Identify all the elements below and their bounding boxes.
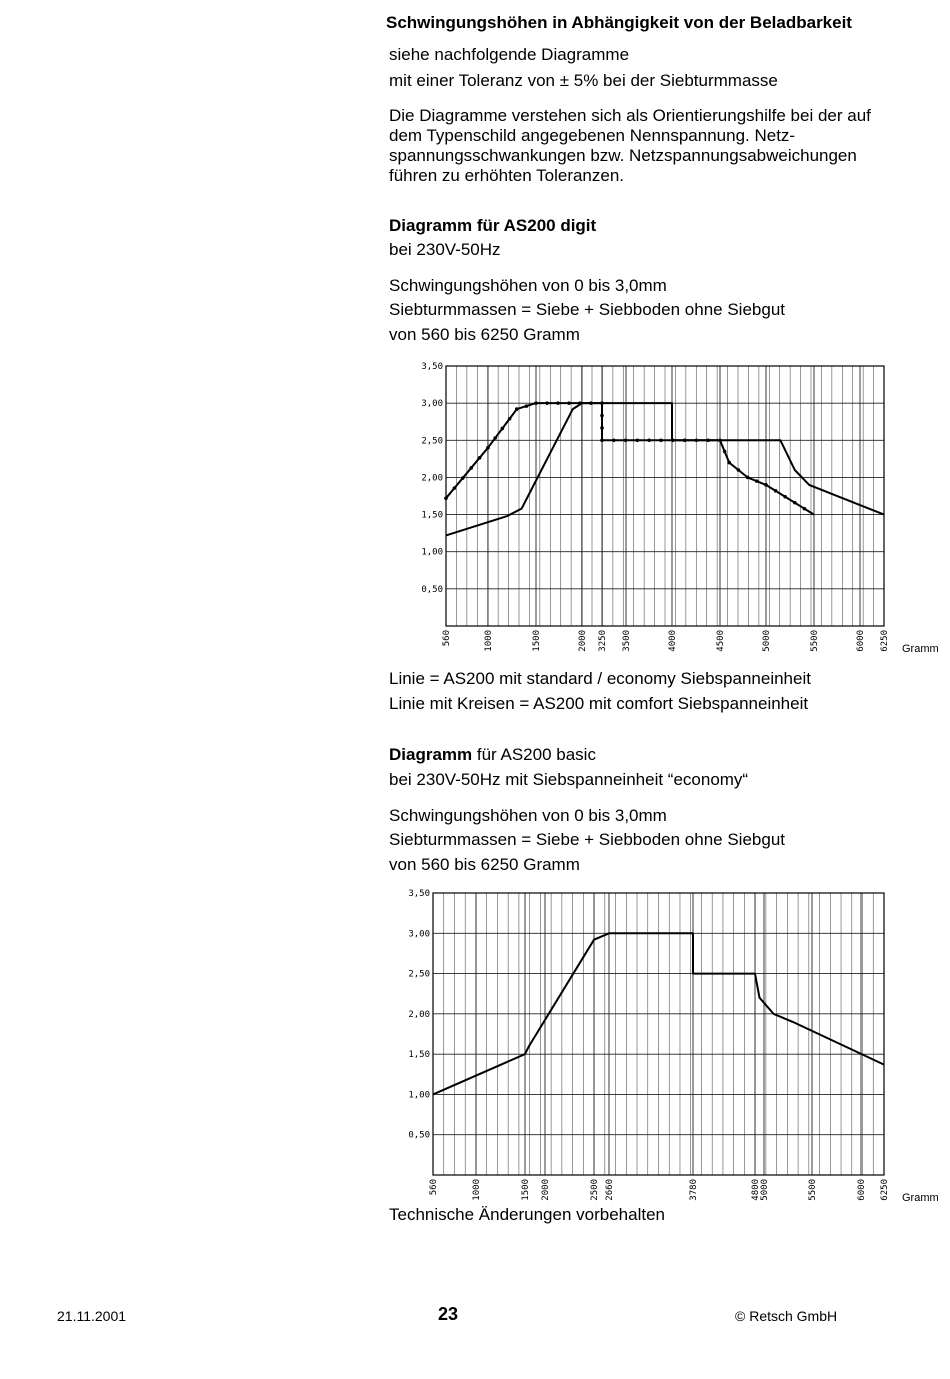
intro-paragraph: Die Diagramme verstehen sich als Orientierungshilfe bei der auf dem Typenschild angegebenen Nennspannung. Netz-spannungsschwankungen bzw. Netzspannungsabweichungen führen zu erhöhten Toleranzen. — [389, 106, 871, 185]
section1-sub: bei 230V-50Hz — [389, 240, 501, 259]
series-marker — [636, 438, 640, 442]
section2-heading-rest: für AS200 basic — [472, 745, 596, 764]
series-marker — [567, 401, 571, 405]
series-marker — [793, 501, 797, 505]
section2-heading — [389, 745, 596, 765]
series-marker — [578, 401, 582, 405]
x-tick-label: 560 — [429, 1179, 439, 1196]
series-marker — [461, 476, 465, 480]
y-tick-label: 3,00 — [408, 929, 430, 940]
series-marker — [695, 438, 699, 442]
footer-date: 21.11.2001 — [57, 1308, 127, 1324]
x-tick-label: 5500 — [808, 1179, 818, 1201]
x-tick-label: 2000 — [578, 630, 588, 652]
section2-sub: bei 230V-50Hz mit Siebspanneinheit “economy“ — [389, 770, 749, 789]
y-tick-label: 2,50 — [421, 436, 443, 447]
series-marker — [612, 438, 616, 442]
series-marker — [718, 438, 722, 442]
series-marker — [746, 476, 750, 480]
series-marker — [659, 438, 663, 442]
x-tick-label: 2660 — [605, 1179, 615, 1201]
x-tick-label: 6000 — [857, 1179, 867, 1201]
series-marker — [764, 483, 768, 487]
series-marker — [755, 479, 759, 483]
series-marker — [671, 438, 675, 442]
x-tick-label: 3780 — [689, 1179, 699, 1201]
series-marker — [727, 461, 731, 465]
x-tick-label: 4000 — [668, 630, 678, 652]
x-tick-label: 6000 — [856, 630, 866, 652]
x-tick-label: 5000 — [760, 1179, 770, 1201]
section1-line-1: Schwingungshöhen von 0 bis 3,0mm — [389, 276, 667, 295]
page-number: 23 — [438, 1304, 459, 1324]
intro-line-1: siehe nachfolgende Diagramme — [389, 45, 630, 64]
y-tick-label: 1,50 — [421, 510, 443, 521]
section2-line-3: von 560 bis 6250 Gramm — [389, 855, 580, 874]
series-marker — [556, 401, 560, 405]
x-tick-label: 4800 — [751, 1179, 761, 1201]
x-tick-label: 2500 — [590, 1179, 600, 1201]
x-tick-label: 4500 — [716, 630, 726, 652]
section2-heading-bold: Diagramm — [389, 745, 473, 764]
x-tick-label: 5500 — [810, 630, 820, 652]
x-tick-label: 1500 — [532, 630, 542, 652]
series-marker — [478, 456, 482, 460]
y-tick-label: 2,00 — [408, 1009, 430, 1020]
section2-line-1: Schwingungshöhen von 0 bis 3,0mm — [389, 806, 667, 825]
series-marker — [803, 507, 807, 511]
footer-copyright: © Retsch GmbH — [735, 1308, 838, 1324]
x-tick-label: 3500 — [622, 630, 632, 652]
y-tick-label: 0,50 — [421, 584, 443, 595]
section1-line-3: von 560 bis 6250 Gramm — [389, 325, 580, 344]
series-marker — [600, 438, 604, 442]
y-tick-label: 1,00 — [408, 1090, 430, 1101]
series-marker — [501, 427, 505, 431]
x-unit-label: Gramm — [902, 643, 939, 655]
series-marker — [706, 438, 710, 442]
chart-as200-basic — [400, 885, 950, 1204]
series-marker — [737, 468, 741, 472]
y-tick-label: 1,00 — [421, 547, 443, 558]
y-tick-label: 3,50 — [408, 889, 430, 899]
series-marker — [774, 489, 778, 493]
series-marker — [545, 401, 549, 405]
series-marker — [525, 404, 529, 408]
x-tick-label: 2000 — [541, 1179, 551, 1201]
series-marker — [493, 436, 497, 440]
legend-line-1: Linie = AS200 mit standard / economy Siebspanneinheit — [389, 669, 811, 688]
y-tick-label: 2,00 — [421, 473, 443, 484]
intro-line-2: mit einer Toleranz von ± 5% bei der Siebturmmasse — [389, 71, 778, 90]
series-marker — [683, 438, 687, 442]
series-marker — [508, 417, 512, 421]
x-tick-label: 1500 — [521, 1179, 531, 1201]
legend-line-2: Linie mit Kreisen = AS200 mit comfort Siebspanneinheit — [389, 694, 809, 713]
chart-as200-digit — [410, 358, 950, 660]
x-tick-label: 1000 — [472, 1179, 482, 1201]
y-tick-label: 1,50 — [408, 1050, 430, 1061]
x-tick-label: 5000 — [762, 630, 772, 652]
series-marker — [469, 466, 473, 470]
series-marker — [600, 414, 604, 418]
page-title: Schwingungshöhen in Abhängigkeit von der Beladbarkeit — [386, 13, 852, 32]
series-marker — [600, 426, 604, 430]
x-tick-label: 1000 — [484, 630, 494, 652]
x-tick-label: 560 — [442, 630, 452, 647]
series-marker — [486, 446, 490, 450]
series-marker — [600, 401, 604, 405]
x-tick-label: 6250 — [880, 1179, 890, 1201]
x-tick-label: 6250 — [880, 630, 890, 652]
series-marker — [624, 438, 628, 442]
y-tick-label: 3,50 — [421, 362, 443, 372]
series-marker — [647, 438, 651, 442]
series-marker — [589, 401, 593, 405]
y-tick-label: 3,00 — [421, 399, 443, 410]
x-unit-label: Gramm — [902, 1192, 939, 1204]
series-marker — [453, 486, 457, 490]
series-marker — [534, 401, 538, 405]
series-marker — [444, 496, 448, 500]
series-marker — [723, 450, 727, 454]
section1-line-2: Siebturmmassen = Siebe + Siebboden ohne Siebgut — [389, 300, 785, 319]
series-marker — [783, 495, 787, 499]
disclaimer: Technische Änderungen vorbehalten — [389, 1205, 665, 1224]
y-tick-label: 0,50 — [408, 1130, 430, 1141]
series-marker — [515, 407, 519, 411]
x-tick-label: 3250 — [598, 630, 608, 652]
section2-line-2: Siebturmmassen = Siebe + Siebboden ohne Siebgut — [389, 830, 785, 849]
y-tick-label: 2,50 — [408, 969, 430, 980]
section1-heading: Diagramm für AS200 digit — [389, 216, 597, 235]
